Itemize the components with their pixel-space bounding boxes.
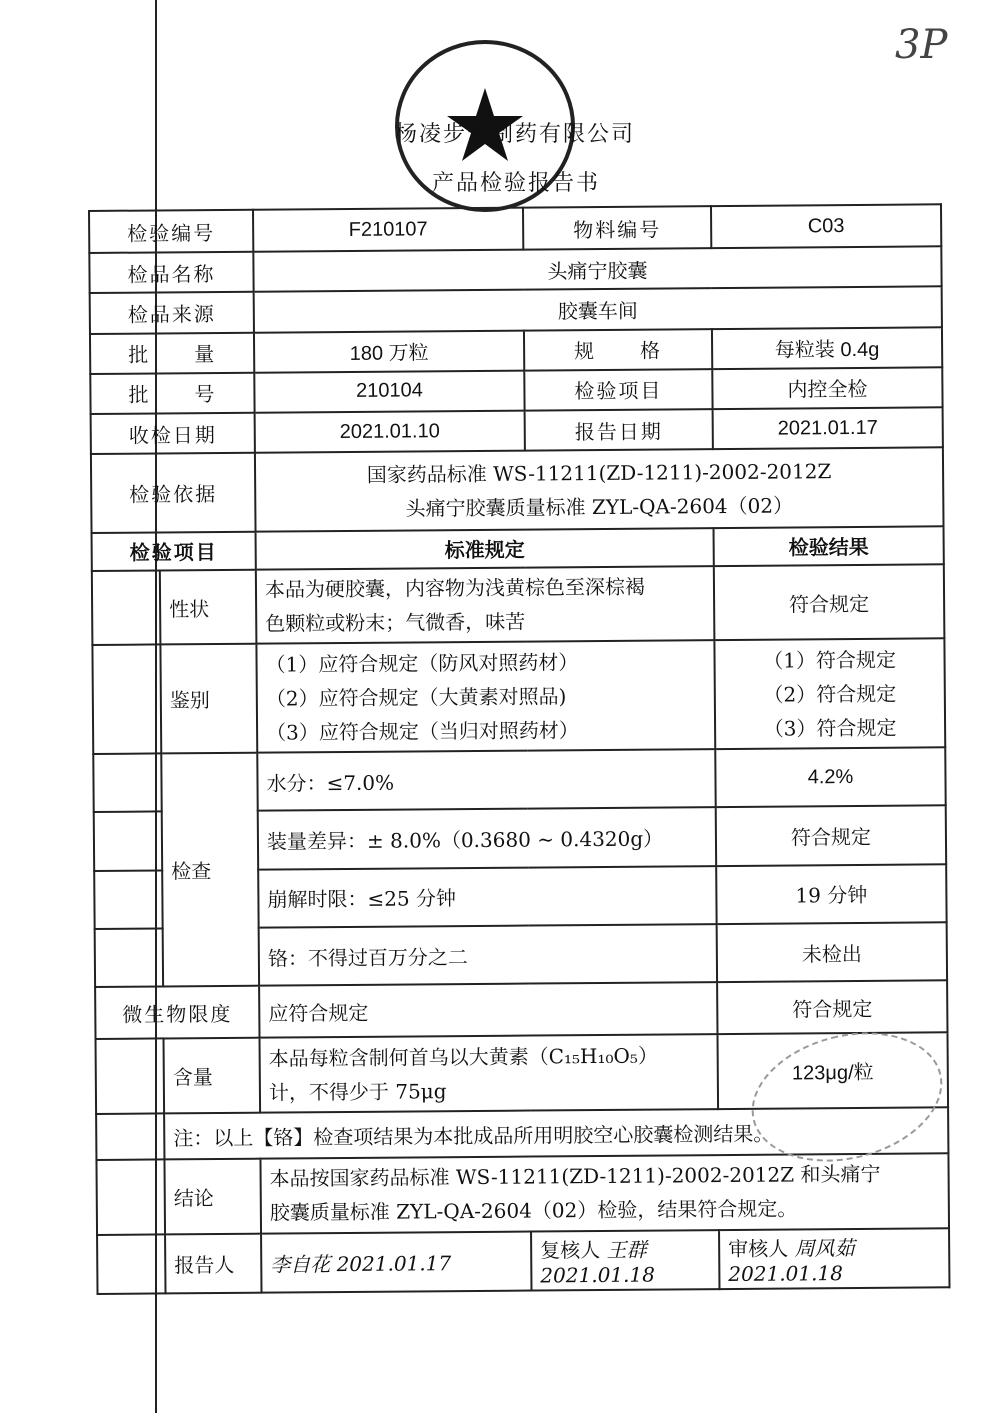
value-inspection-no: F210107 (253, 208, 523, 252)
label-product-name: 检品名称 (89, 252, 253, 294)
check-moisture-result: 4.2% (715, 747, 945, 807)
value-product-name: 头痛宁胶囊 (253, 247, 941, 293)
row-batch-qty (90, 327, 942, 374)
value-source: 胶囊车间 (254, 287, 942, 333)
test-assay-name: 含量 (164, 1038, 261, 1113)
row-check-moisture (93, 747, 945, 812)
appearance-std-line-1: 本品为硬胶囊，内容物为浅黄棕色至深棕褐 (264, 574, 646, 602)
row-inspection-no (89, 204, 941, 253)
check-weight-result: 符合规定 (716, 806, 946, 866)
note-text: 注：以上【铬】检查项结果为本批成品所用明胶空心胶囊检测结果。 (164, 1107, 948, 1159)
ident-std-2: （2）应符合规定（大黄素对照品) (265, 683, 567, 711)
ident-std-3: （3）应符合规定（当归对照药材） (266, 717, 579, 745)
approver-signature: 周风茹 2021.01.18 (728, 1235, 855, 1286)
row-basis (91, 448, 944, 533)
corner-handwritten-note: 3P (895, 22, 948, 68)
reporter-label: 报告人 (165, 1233, 261, 1293)
test-identification-name: 鉴别 (160, 644, 257, 753)
approver-cell (719, 1228, 949, 1289)
check-chromium-std: 铬：不得过百万分之二 (259, 924, 717, 986)
ident-result-1: （1）符合规定 (763, 647, 897, 673)
label-inspection-no: 检验编号 (89, 210, 253, 254)
check-disintegration-std: 崩解时限：≤25 分钟 (258, 866, 716, 928)
reviewer-cell (531, 1230, 719, 1291)
microbial-result: 符合规定 (717, 980, 947, 1034)
header-standard: 标准规定 (256, 528, 714, 570)
label-spec: 规 格 (524, 329, 712, 371)
row-identification (92, 639, 945, 754)
value-material-no: C03 (711, 204, 941, 248)
basis-line-2: 头痛宁胶囊质量标准 ZYL-QA-2604（02） (405, 492, 794, 521)
test-check-name: 检查 (161, 753, 259, 987)
basis-line-1: 国家药品标准 WS-11211(ZD-1211)-2002-2012Z (366, 458, 832, 487)
row-appearance (92, 564, 945, 645)
row-signatures (97, 1228, 949, 1294)
label-receive-date: 收检日期 (91, 413, 255, 455)
conclusion-label: 结论 (164, 1159, 261, 1234)
reviewer-signature: 王群 2021.01.18 (540, 1237, 655, 1288)
row-conclusion (96, 1153, 949, 1234)
label-basis: 检验依据 (91, 453, 256, 533)
header-item: 检验项目 (92, 531, 256, 570)
value-inspection-item: 内控全检 (712, 367, 942, 409)
label-batch-no: 批 号 (90, 373, 254, 415)
ident-result-3: （3）符合规定 (763, 715, 897, 741)
row-column-headers (92, 526, 944, 571)
ident-std-1: （1）应符合规定（防风对照药材） (265, 649, 579, 677)
row-dates (91, 407, 943, 454)
ident-result-2: （2）符合规定 (763, 681, 897, 707)
test-microbial-name: 微生物限度 (95, 986, 259, 1040)
check-moisture-std: 水分：≤7.0% (257, 749, 715, 811)
label-inspection-item: 检验项目 (524, 369, 712, 411)
check-weight-std: 装量差异：± 8.0%（0.3680 ~ 0.4320g） (258, 807, 716, 869)
reporter-signature: 李自花 2021.01.17 (261, 1231, 531, 1293)
check-chromium-result: 未检出 (717, 922, 947, 982)
microbial-std: 应符合规定 (259, 982, 717, 1038)
value-batch-no: 210104 (254, 370, 524, 412)
value-report-date: 2021.01.17 (713, 407, 943, 449)
value-batch-qty: 180 万粒 (254, 330, 524, 372)
value-receive-date: 2021.01.10 (255, 411, 525, 453)
label-source: 检品来源 (90, 292, 254, 334)
row-batch-no (90, 367, 942, 414)
assay-std-line-1: 本品每粒含制何首乌以大黄素（C₁₅H₁₀O₅） (268, 1043, 658, 1071)
conclusion-line-1: 本品按国家药品标准 WS-11211(ZD-1211)-2002-2012Z 和头痛宁 (269, 1162, 881, 1191)
appearance-result: 符合规定 (714, 564, 945, 640)
approver-label: 审核人 (728, 1236, 789, 1261)
row-microbial (95, 980, 947, 1039)
reviewer-label: 复核人 (540, 1237, 601, 1263)
header-result: 检验结果 (714, 526, 944, 566)
row-product-name (89, 247, 941, 294)
company-name: 杨凌步长制药有限公司 (395, 122, 636, 147)
assay-result: 123μg/粒 (717, 1033, 948, 1109)
label-batch-qty: 批 量 (90, 332, 254, 374)
label-report-date: 报告日期 (525, 409, 713, 451)
assay-std-line-2: 计，不得少于 75μg (268, 1078, 447, 1105)
label-material-no: 物料编号 (523, 206, 711, 250)
report-title: 产品检验报告书 (432, 171, 601, 196)
test-appearance-name: 性状 (160, 570, 257, 645)
conclusion-line-2: 胶囊质量标准 ZYL-QA-2604（02）检验，结果符合规定。 (269, 1196, 798, 1225)
value-spec: 每粒装 0.4g (712, 327, 942, 369)
appearance-std-line-2: 色颗粒或粉末；气微香，味苦 (265, 609, 526, 636)
check-disintegration-result: 19 分钟 (716, 864, 946, 924)
row-source (90, 287, 942, 334)
